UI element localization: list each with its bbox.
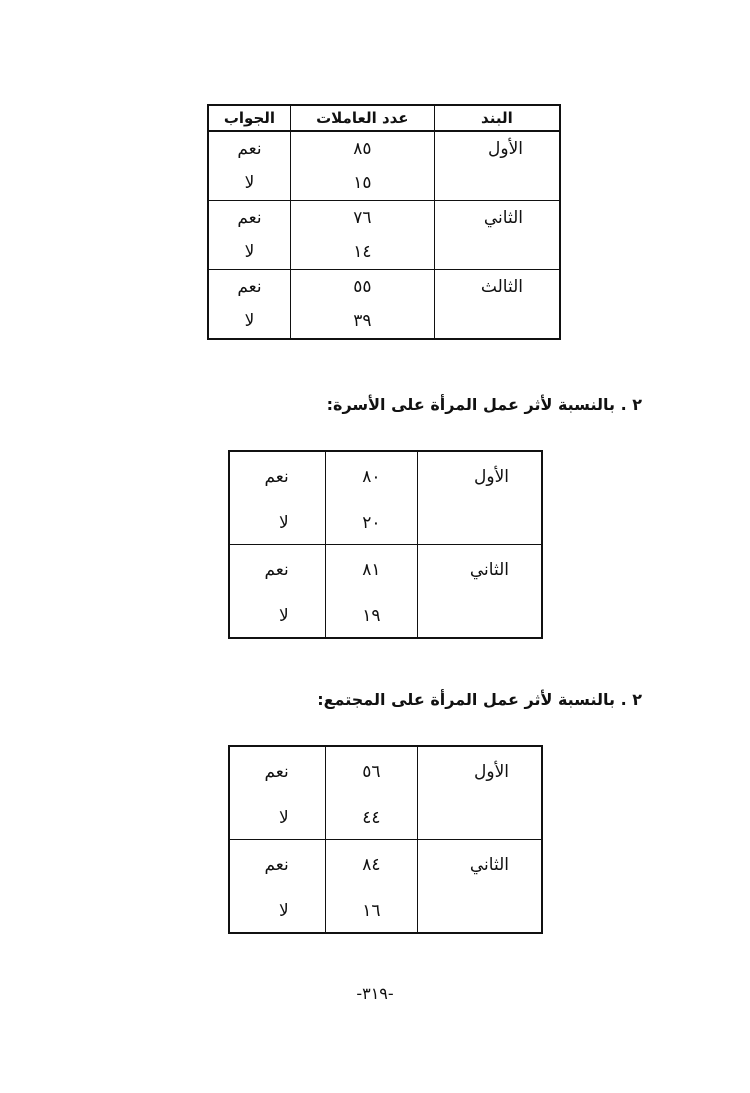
table-row bbox=[229, 545, 542, 639]
answer-cell bbox=[229, 840, 325, 934]
society-impact-table bbox=[228, 745, 543, 934]
yes-count: ٧٦ bbox=[353, 208, 372, 228]
count-cell bbox=[325, 746, 417, 840]
item-cell bbox=[434, 131, 560, 201]
table-row bbox=[229, 451, 542, 545]
header-item: البند bbox=[434, 105, 560, 131]
count-cell bbox=[290, 270, 434, 340]
item-cell bbox=[417, 746, 542, 840]
item-cell bbox=[434, 270, 560, 340]
item-cell bbox=[417, 451, 542, 545]
answer-no: لا bbox=[279, 606, 289, 626]
answer-no: لا bbox=[244, 311, 255, 331]
count-cell bbox=[290, 201, 434, 270]
answer-cell bbox=[229, 451, 325, 545]
item-label: الأول bbox=[474, 467, 509, 487]
yes-count: ٥٦ bbox=[362, 762, 381, 782]
item-cell bbox=[434, 201, 560, 270]
answer-yes: نعم bbox=[264, 855, 289, 875]
yes-count: ٨٥ bbox=[353, 139, 372, 159]
item-label: الأول bbox=[488, 139, 523, 159]
item-cell bbox=[417, 840, 542, 934]
answer-no: لا bbox=[244, 173, 255, 193]
answer-no: لا bbox=[244, 242, 255, 262]
answer-yes: نعم bbox=[237, 208, 262, 228]
table-row bbox=[229, 746, 542, 840]
header-answer: الجواب bbox=[208, 105, 290, 131]
family-impact-table bbox=[228, 450, 543, 639]
no-count: ٤٤ bbox=[362, 808, 381, 828]
no-count: ٣٩ bbox=[353, 311, 372, 331]
item-label: الثاني bbox=[469, 560, 509, 580]
section-heading-society: ٢ . بالنسبة لأثر عمل المرأة على المجتمع: bbox=[317, 690, 642, 709]
answer-cell bbox=[208, 131, 290, 201]
answer-no: لا bbox=[279, 513, 289, 533]
no-count: ١٩ bbox=[362, 606, 381, 626]
no-count: ٢٠ bbox=[362, 513, 381, 533]
item-label: الثاني bbox=[469, 855, 509, 875]
answer-yes: نعم bbox=[264, 467, 289, 487]
yes-count: ٨٤ bbox=[362, 855, 381, 875]
answer-cell bbox=[208, 201, 290, 270]
workers-survey-table bbox=[207, 104, 561, 340]
count-cell bbox=[325, 545, 417, 639]
answer-yes: نعم bbox=[237, 139, 262, 159]
answer-cell bbox=[208, 270, 290, 340]
table-header-row bbox=[208, 105, 560, 131]
answer-no: لا bbox=[279, 901, 289, 921]
item-label: الأول bbox=[474, 762, 509, 782]
count-cell bbox=[325, 840, 417, 934]
count-cell bbox=[290, 131, 434, 201]
answer-cell bbox=[229, 746, 325, 840]
section-heading-family: ٢ . بالنسبة لأثر عمل المرأة على الأسرة: bbox=[326, 395, 642, 414]
answer-yes: نعم bbox=[264, 560, 289, 580]
table-row bbox=[229, 840, 542, 934]
yes-count: ٥٥ bbox=[353, 277, 372, 297]
answer-cell bbox=[229, 545, 325, 639]
count-cell bbox=[325, 451, 417, 545]
item-label: الثاني bbox=[483, 208, 523, 228]
page-number: -٣١٩- bbox=[356, 984, 394, 1003]
table-row bbox=[208, 131, 560, 201]
item-cell bbox=[417, 545, 542, 639]
no-count: ١٥ bbox=[353, 173, 372, 193]
no-count: ١٤ bbox=[353, 242, 372, 262]
answer-no: لا bbox=[279, 808, 289, 828]
answer-yes: نعم bbox=[264, 762, 289, 782]
yes-count: ٨٠ bbox=[362, 467, 381, 487]
no-count: ١٦ bbox=[362, 901, 381, 921]
table-row bbox=[208, 270, 560, 340]
header-count: عدد العاملات bbox=[290, 105, 434, 131]
answer-yes: نعم bbox=[237, 277, 262, 297]
table-row bbox=[208, 201, 560, 270]
yes-count: ٨١ bbox=[362, 560, 381, 580]
item-label: الثالث bbox=[480, 277, 523, 297]
